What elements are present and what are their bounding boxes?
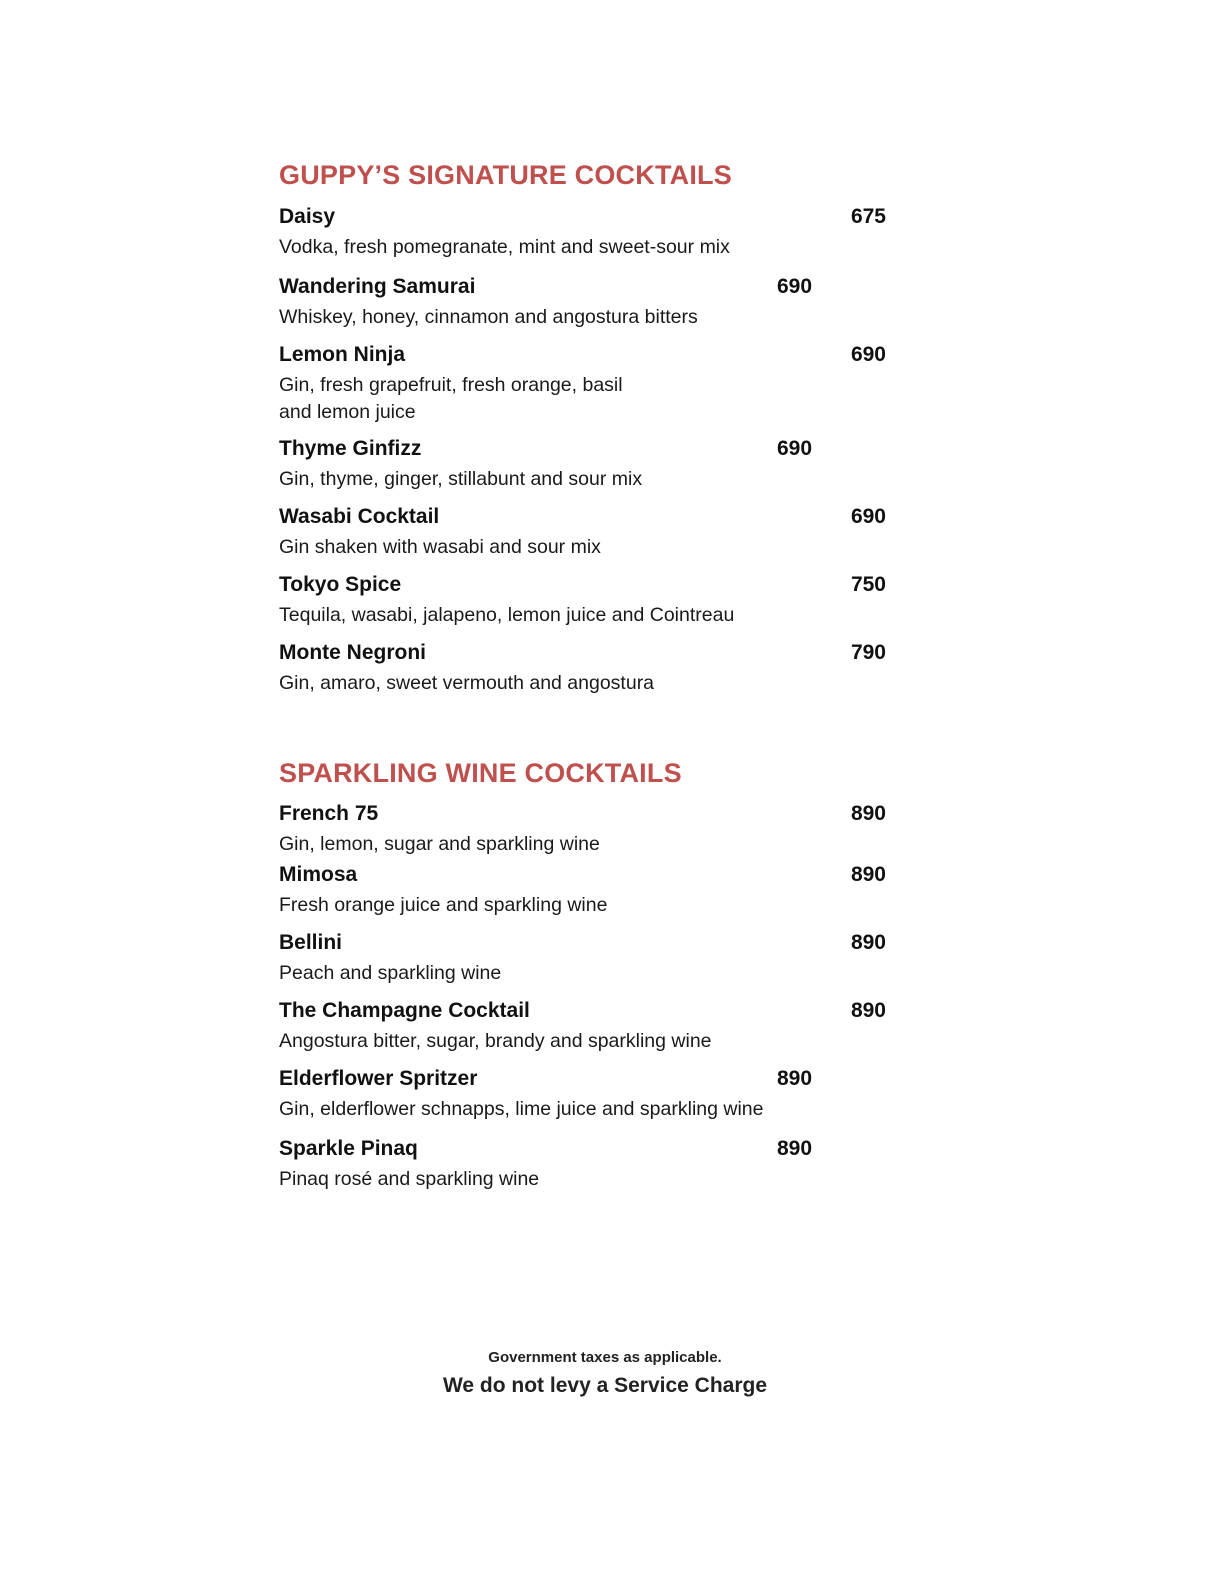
item-description: Peach and sparkling wine bbox=[279, 962, 502, 984]
item-price: 690 bbox=[777, 437, 813, 460]
item-price: 675 bbox=[850, 205, 886, 228]
item-description: Gin, lemon, sugar and sparkling wine bbox=[279, 833, 600, 855]
item-name: Sparkle Pinaq bbox=[279, 1137, 418, 1160]
item-price: 750 bbox=[850, 573, 886, 596]
item-description: Angostura bitter, sugar, brandy and sparkling wine bbox=[279, 1030, 712, 1052]
item-description: Vodka, fresh pomegranate, mint and sweet-sour mix bbox=[279, 236, 730, 258]
item-price: 790 bbox=[850, 641, 886, 664]
item-price: 690 bbox=[850, 505, 886, 528]
item-price: 690 bbox=[850, 343, 886, 366]
item-name: The Champagne Cocktail bbox=[279, 999, 530, 1022]
item-price: 890 bbox=[850, 863, 886, 886]
item-price: 890 bbox=[850, 999, 886, 1022]
section-title-sparkling-wine-cocktails: SPARKLING WINE COCKTAILS bbox=[279, 758, 682, 788]
item-name: Bellini bbox=[279, 931, 343, 954]
item-price: 690 bbox=[777, 275, 813, 298]
item-description: Fresh orange juice and sparkling wine bbox=[279, 894, 608, 916]
item-description: Gin, fresh grapefruit, fresh orange, basil and lemon juice bbox=[279, 374, 623, 423]
item-description: Pinaq rosé and sparkling wine bbox=[279, 1168, 540, 1190]
item-description: Gin shaken with wasabi and sour mix bbox=[279, 536, 601, 558]
item-description: Whiskey, honey, cinnamon and angostura bitters bbox=[279, 306, 698, 328]
tax-note: Government taxes as applicable. bbox=[488, 1349, 722, 1366]
item-description: Tequila, wasabi, jalapeno, lemon juice and Cointreau bbox=[279, 604, 735, 626]
item-price: 890 bbox=[777, 1067, 813, 1090]
item-name: Thyme Ginfizz bbox=[279, 437, 422, 460]
item-name: Tokyo Spice bbox=[279, 573, 402, 596]
service-charge-note: We do not levy a Service Charge bbox=[442, 1374, 768, 1397]
item-description: Gin, thyme, ginger, stillabunt and sour mix bbox=[279, 468, 643, 490]
item-name: Wasabi Cocktail bbox=[279, 505, 440, 528]
item-price: 890 bbox=[850, 802, 886, 825]
item-price: 890 bbox=[850, 931, 886, 954]
item-name: Elderflower Spritzer bbox=[279, 1067, 478, 1090]
item-name: Lemon Ninja bbox=[279, 343, 406, 366]
section-title-signature-cocktails: GUPPY’S SIGNATURE COCKTAILS bbox=[279, 160, 732, 190]
item-name: Monte Negroni bbox=[279, 641, 426, 664]
item-description: Gin, elderflower schnapps, lime juice and sparkling wine bbox=[279, 1098, 764, 1120]
item-name: Daisy bbox=[279, 205, 336, 228]
item-name: Wandering Samurai bbox=[279, 275, 476, 298]
item-name: French 75 bbox=[279, 802, 379, 825]
item-description: Gin, amaro, sweet vermouth and angostura bbox=[279, 672, 655, 694]
item-name: Mimosa bbox=[279, 863, 358, 886]
item-price: 890 bbox=[777, 1137, 813, 1160]
